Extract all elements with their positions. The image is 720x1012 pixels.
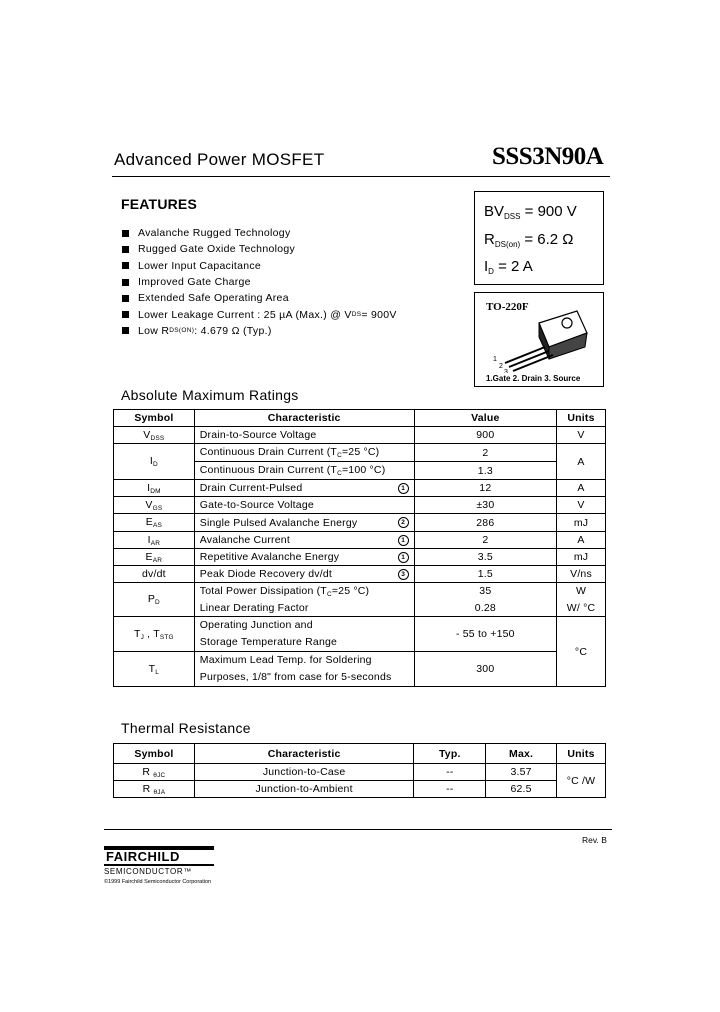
table-row: $I_{DM}$ Drain Current-Pulsed 1 12 A (114, 480, 606, 497)
footer-rule (104, 829, 612, 830)
pin-2-label: 2 (499, 363, 503, 370)
part-number: SSS3N90A (492, 143, 604, 170)
note-ref-icon: 1 (398, 535, 409, 546)
brand-name: FAIRCHILD (106, 849, 180, 864)
table-header-row: Symbol Characteristic Value Units (114, 410, 606, 427)
note-ref-icon: 1 (398, 552, 409, 563)
bullet-icon (122, 279, 129, 286)
fairchild-logo (104, 846, 214, 866)
table-row: $I_D$ Continuous Drain Current ($T_C=25$ °C) 2 A (114, 444, 606, 462)
table-row: $T_J$ , $T_{STG}$ Operating Junction and Storage Temperature Range - 55 to +150 °C (114, 617, 606, 652)
table-row: R $_{\theta JC}$ Junction-to-Case -- 3.57 °C /W (114, 764, 606, 781)
table-row: $E_{AR}$ Repetitive Avalanche Energy 1 3.5 mJ (114, 549, 606, 566)
bullet-icon (122, 295, 129, 302)
table-row: Continuous Drain Current ($T_C=100$ °C) 1.3 (114, 462, 606, 480)
thermal-table (113, 743, 606, 798)
package-box (474, 292, 604, 387)
table-row: $E_{AS}$ Single Pulsed Avalanche Energy 2 286 mJ (114, 514, 606, 532)
bullet-icon (122, 230, 129, 237)
spec-bvdss: $BV_{DSS} = 900$ V (484, 203, 577, 221)
table-row: Linear Derating Factor 0.28 W/ °C (114, 600, 606, 617)
brand-subtitle: SEMICONDUCTOR™ (104, 867, 192, 876)
bullet-icon (122, 327, 129, 334)
package-name: TO-220F (486, 301, 529, 313)
page-title: Advanced Power MOSFET (114, 150, 325, 169)
to220f-package-icon (487, 307, 593, 373)
table-header-row: Symbol Characteristic Typ. Max. Units (114, 744, 606, 764)
spec-id: $I_D = 2$ A (484, 258, 533, 276)
pin-1-label: 1 (493, 356, 497, 363)
features-list (122, 225, 397, 339)
feature-item: Improved Gate Charge (122, 274, 397, 290)
note-ref-icon: 1 (398, 483, 409, 494)
revision-label: Rev. B (582, 835, 607, 845)
bullet-icon (122, 246, 129, 253)
bullet-icon (122, 262, 129, 269)
table-row: $T_L$ Maximum Lead Temp. for Soldering Purposes, 1/8" from case for 5-seconds 300 (114, 652, 606, 687)
feature-item: Lower Input Capacitance (122, 258, 397, 274)
abs-max-table (113, 409, 606, 687)
package-pin-caption: 1.Gate 2. Drain 3. Source (486, 374, 581, 383)
feature-item: Rugged Gate Oxide Technology (122, 241, 397, 257)
table-row: $V_{GS}$ Gate-to-Source Voltage ±30 V (114, 497, 606, 514)
pin-3-label: 3 (504, 369, 508, 373)
feature-item: Extended Safe Operating Area (122, 290, 397, 306)
features-title: FEATURES (121, 196, 198, 212)
header-rule (112, 176, 610, 177)
bullet-icon (122, 311, 129, 318)
table-row: $V_{DSS}$ Drain-to-Source Voltage 900 V (114, 427, 606, 444)
note-ref-icon: 2 (398, 517, 409, 528)
table-row: R $_{\theta JA}$ Junction-to-Ambient -- 62.5 (114, 781, 606, 798)
note-ref-icon: 3 (398, 569, 409, 580)
table-row: dv/dt Peak Diode Recovery dv/dt 3 1.5 V/ns (114, 566, 606, 583)
key-specs-box (474, 191, 604, 285)
feature-item-leakage: Lower Leakage Current : 25 µA (Max.) @ V DS = 900V (122, 306, 397, 322)
feature-item-rds: Low R DS(ON) : 4.679 Ω (Typ.) (122, 323, 397, 339)
thermal-title: Thermal Resistance (121, 720, 251, 736)
table-row: $P_D$ Total Power Dissipation ($T_C=25$ °C) 35 W (114, 583, 606, 600)
feature-item: Avalanche Rugged Technology (122, 225, 397, 241)
copyright-notice: ©1999 Fairchild Semiconductor Corporation (104, 879, 212, 885)
abs-max-title: Absolute Maximum Ratings (121, 387, 299, 403)
spec-rds-on: $R_{DS(on)} = 6.2$ Ω (484, 231, 574, 249)
table-row: $I_{AR}$ Avalanche Current 1 2 A (114, 532, 606, 549)
